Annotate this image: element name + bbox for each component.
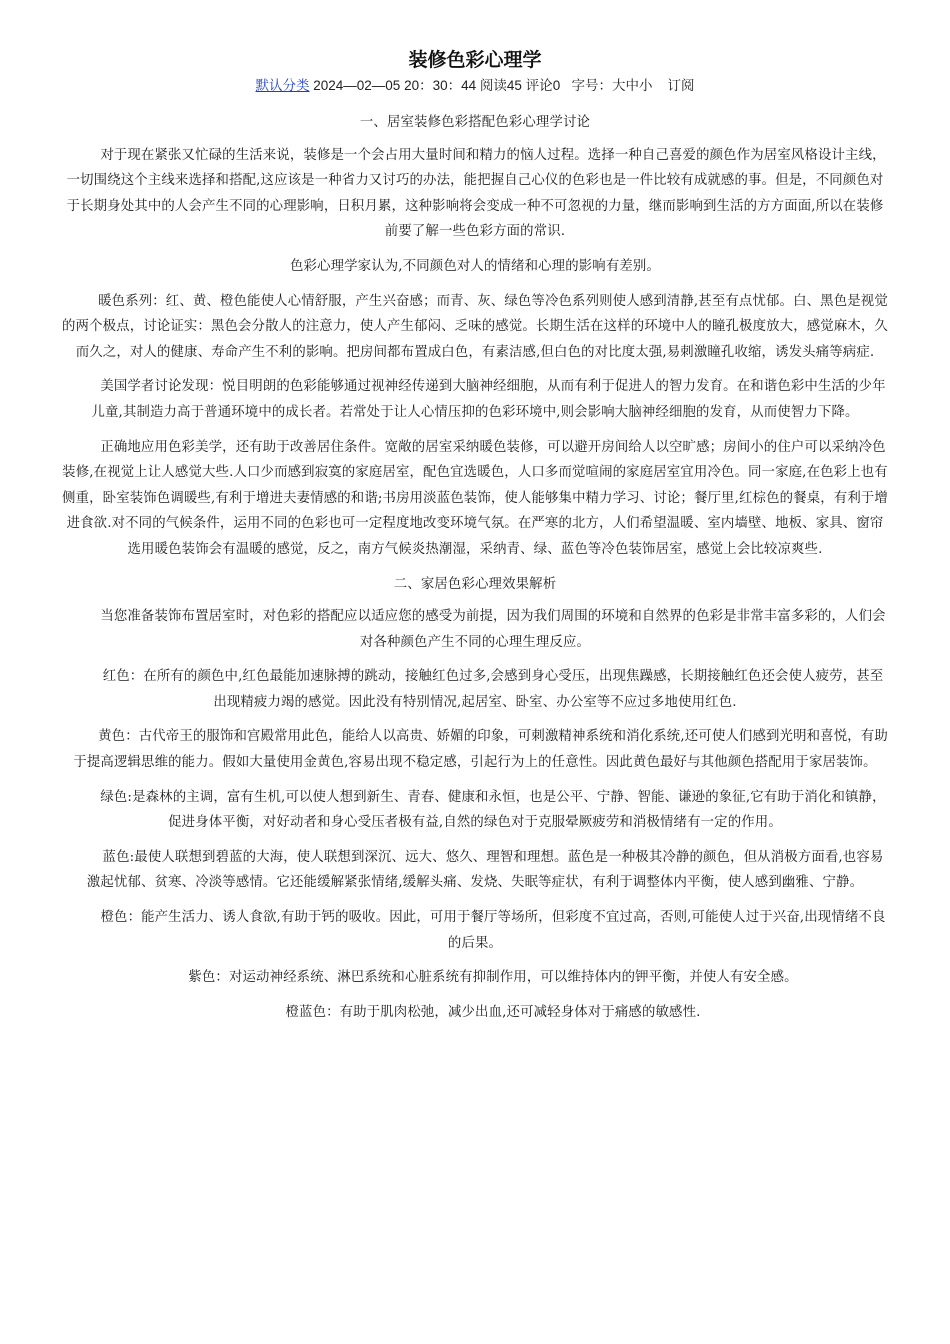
font-size-label: 字号： [560, 78, 612, 93]
paragraph: 暖色系列：红、黄、橙色能使人心情舒服，产生兴奋感；而青、灰、绿色等冷色系列则使人感到清静,甚至有点忧郁。白、黑色是视觉的两个极点，讨论证实：黑色会分散人的注意力，使人产生郁闷、乏味的感觉。长期生活在这样的环境中人的瞳孔极度放大，感觉麻木，久而久之，对人的健康、寿命产生不利的影响。把房间都布置成白色，有素洁感,但白色的对比度太强,易刺激瞳孔收缩，诱发头痛等病症. [62, 293, 888, 360]
paragraph: 正确地应用色彩美学，还有助于改善居住条件。宽敞的居室采纳暖色装修，可以避开房间给人以空旷感；房间小的住户可以采纳冷色装修,在视觉上让人感觉大些.人口少而感到寂寞的家庭居室，配色宜选暖色，人口多而觉喧闹的家庭居室宜用冷色。同一家庭,在色彩上也有侧重，卧室装饰色调暖些,有利于增进夫妻情感的和谐;书房用淡蓝色装饰，使人能够集中精力学习、讨论；餐厅里,红棕色的餐桌，有利于增进食欲.对不同的气候条件，运用不同的色彩也可一定程度地改变环境气氛。在严寒的北方，人们希望温暖、室内墙壁、地板、家具、窗帘选用暖色装饰会有温暖的感觉，反之，南方气候炎热潮湿，采纳青、绿、蓝色等冷色装饰居室，感觉上会比较凉爽些. [62, 439, 888, 557]
publish-datetime: 2024—02—05 20：30：44 [309, 78, 477, 93]
paragraph: 蓝色:最使人联想到碧蓝的大海，使人联想到深沉、远大、悠久、理智和理想。蓝色是一种极其冷静的颜色，但从消极方面看,也容易激起忧郁、贫寒、冷淡等感情。它还能缓解紧张情绪,缓解头痛、发烧、失眠等症状，有利于调整体内平衡，使人感到幽雅、宁静。 [86, 849, 884, 891]
paragraph: 色彩心理学家认为,不同颜色对人的情绪和心理的影响有差别。 [289, 258, 660, 274]
font-size-large-button[interactable]: 大 [611, 78, 626, 93]
font-size-small-button[interactable]: 小 [638, 78, 653, 93]
paragraph: 紫色：对运动神经系统、淋巴系统和心脏系统有抑制作用，可以维持体内的钾平衡，并使人有安全感。 [188, 970, 798, 986]
paragraph: 对于现在紧张又忙碌的生活来说，装修是一个会占用大量时间和精力的恼人过程。选择一种自己喜爱的颜色作为居室风格设计主线，一切围绕这个主线来选择和搭配,这应该是一种省力又讨巧的办法，能把握自己心仪的色彩也是一件比较有成就感的事。但是，不同颜色对于长期身处其中的人会产生不同的心理影响，日积月累，这种影响将会变成一种不可忽视的力量，继而影响到生活的方方面面,所以在装修前要了解一些色彩方面的常识. [66, 147, 886, 240]
paragraph: 橙蓝色：有助于肌肉松弛，减少出血,还可减轻身体对于痛感的敏感性. [285, 1004, 701, 1020]
paragraph: 黄色：古代帝王的服饰和宫殿常用此色，能给人以高贵、娇媚的印象，可刺激精神系统和消化系统,还可使人们感到光明和喜悦，有助于提高逻辑思维的能力。假如大量使用金黄色,容易出现不稳定感，引起行为上的任意性。因此黄色最好与其他颜色搭配用于家居装饰。 [73, 729, 888, 771]
paragraph: 绿色:是森林的主调，富有生机,可以使人想到新生、青春、健康和永恒，也是公平、宁静、智能、谦逊的象征,它有助于消化和镇静，促进身体平衡，对好动者和身心受压者极有益,自然的绿色对于克服晕厥疲劳和消极情绪有一定的作用。 [100, 789, 886, 831]
read-count: 45 [506, 78, 522, 93]
article-body [62, 110, 888, 1025]
paragraph: 美国学者讨论发现：悦目明朗的色彩能够通过视神经传递到大脑神经细胞，从而有利于促进人的智力发育。在和谐色彩中生活的少年儿童,其制造力高于普通环境中的成长者。若常处于让人心情压抑的色彩环境中,则会影响大脑神经细胞的发育，从而使智力下降。 [91, 379, 886, 420]
article-title: 装修色彩心理学 [408, 49, 542, 71]
section-heading-1: 一、居室装修色彩搭配色彩心理学讨论 [359, 115, 591, 130]
section-heading-2: 二、家居色彩心理效果解析 [393, 576, 557, 592]
subscribe-button[interactable]: 订阅 [652, 78, 695, 93]
font-size-medium-button[interactable]: 中 [625, 78, 639, 93]
paragraph: 红色：在所有的颜色中,红色最能加速脉搏的跳动，接触红色过多,会感到身心受压，出现焦躁感，长期接触红色还会使人疲劳，甚至出现精疲力竭的感觉。因此没有特别情况,起居室、卧室、办公室等不应过多地使用红色. [102, 669, 884, 710]
comment-count: 0 [552, 78, 561, 93]
paragraph: 当您准备装饰布置居室时，对色彩的搭配应以适应您的感受为前提，因为我们周围的环境和自然界的色彩是非常丰富多彩的，人们会对各种颜色产生不同的心理生理反应。 [100, 609, 886, 650]
read-label: 阅读 [476, 78, 507, 93]
paragraph: 橙色：能产生活力、诱人食欲,有助于钙的吸收。因此，可用于餐厅等场所，但彩度不宜过高，否则,可能使人过于兴奋,出现情绪不良的后果。 [100, 910, 886, 951]
article-meta [62, 77, 888, 95]
comment-label[interactable]: 评论 [521, 78, 553, 93]
category-link[interactable]: 默认分类 [255, 78, 310, 93]
